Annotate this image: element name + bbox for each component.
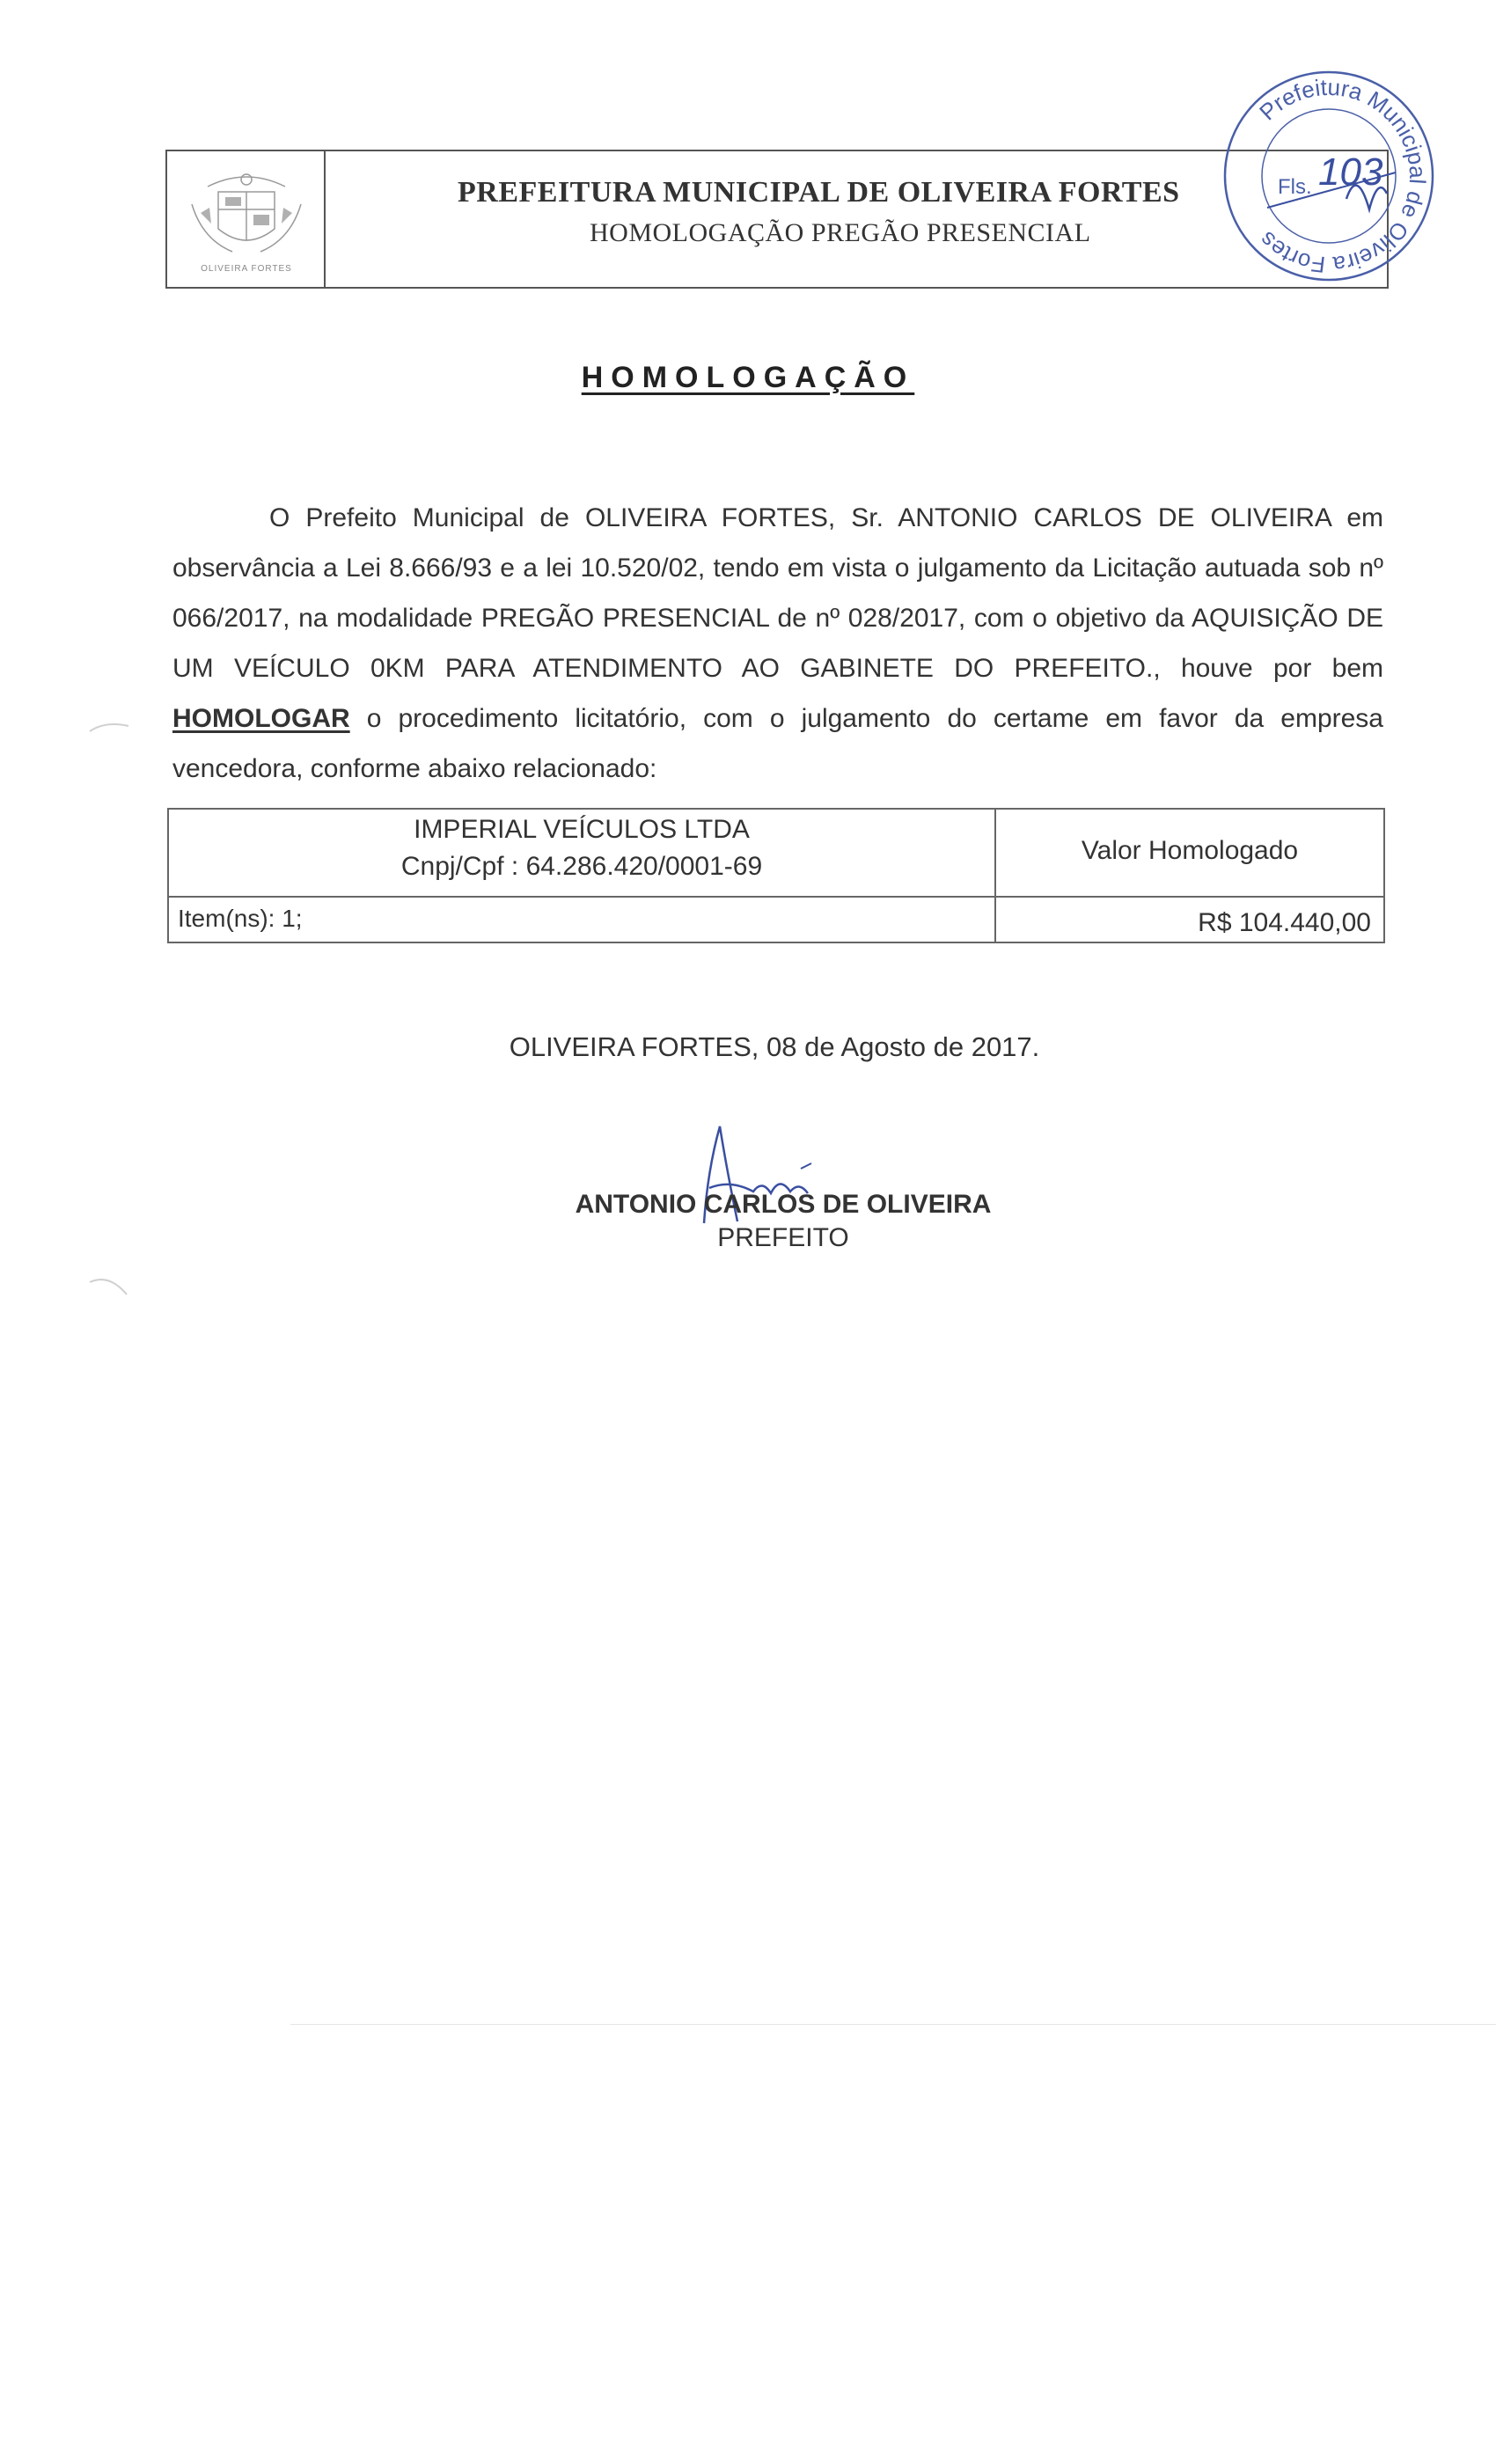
table-divider-horizontal bbox=[169, 896, 1383, 898]
homologated-value: R$ 104.440,00 bbox=[1198, 908, 1371, 937]
paragraph-text-end: o procedimento licitatório, com o julgamento do certame em favor da empresa vencedora, conforme abaixo relacionado: bbox=[172, 704, 1383, 783]
crest-cell bbox=[167, 151, 326, 287]
result-table bbox=[167, 808, 1385, 943]
svg-text:103: 103 bbox=[1318, 150, 1383, 194]
value-column-header: Valor Homologado bbox=[1081, 836, 1299, 865]
header-title: PREFEITURA MUNICIPAL DE OLIVEIRA FORTES bbox=[458, 176, 1180, 209]
scan-artifact-line bbox=[290, 2024, 1496, 2025]
signer-name: ANTONIO CARLOS DE OLIVEIRA bbox=[575, 1190, 992, 1219]
winning-company-cnpj: Cnpj/Cpf : 64.286.420/0001-69 bbox=[400, 852, 763, 881]
letterhead bbox=[165, 150, 1389, 289]
date-line: OLIVEIRA FORTES, 08 de Agosto de 2017. bbox=[509, 1031, 1040, 1062]
protocol-stamp-icon bbox=[1214, 62, 1443, 290]
table-divider-vertical bbox=[994, 810, 996, 942]
items-cell: Item(ns): 1; bbox=[178, 905, 303, 932]
homologar-keyword: HOMOLOGAR bbox=[172, 704, 350, 733]
scan-artifact-mark bbox=[88, 717, 132, 735]
winning-company-name: IMPERIAL VEÍCULOS LTDA bbox=[414, 815, 750, 844]
svg-text:Fls.: Fls. bbox=[1278, 175, 1312, 199]
crest-caption: OLIVEIRA FORTES bbox=[201, 264, 292, 274]
header-subtitle: HOMOLOGAÇÃO PREGÃO PRESENCIAL bbox=[590, 218, 1091, 247]
paragraph-text-start: O Prefeito Municipal de OLIVEIRA FORTES, Sr. ANTONIO CARLOS DE OLIVEIRA em observância a Lei 8.666/93 e a lei 10.520/02, tendo em vista o julgamento da Licitação autuada sob nº 066/2017, na modalidade PREGÃO PRESENCIAL de nº 028/2017, com o objetivo da AQUISIÇÃO DE UM VEÍCULO 0KM PARA ATENDIMENTO AO GABINETE DO PREFEITO., houve por bem bbox=[172, 503, 1383, 683]
svg-text:Prefeitura Municipal de Olivei: Prefeitura Municipal de Oliveira Fortes bbox=[1253, 73, 1432, 279]
homologation-paragraph bbox=[172, 493, 1383, 794]
signer-role: PREFEITO bbox=[717, 1223, 849, 1252]
document-title: HOMOLOGAÇÃO bbox=[581, 361, 915, 394]
scan-artifact-mark bbox=[88, 1272, 132, 1298]
municipal-coat-of-arms-icon bbox=[183, 160, 310, 264]
